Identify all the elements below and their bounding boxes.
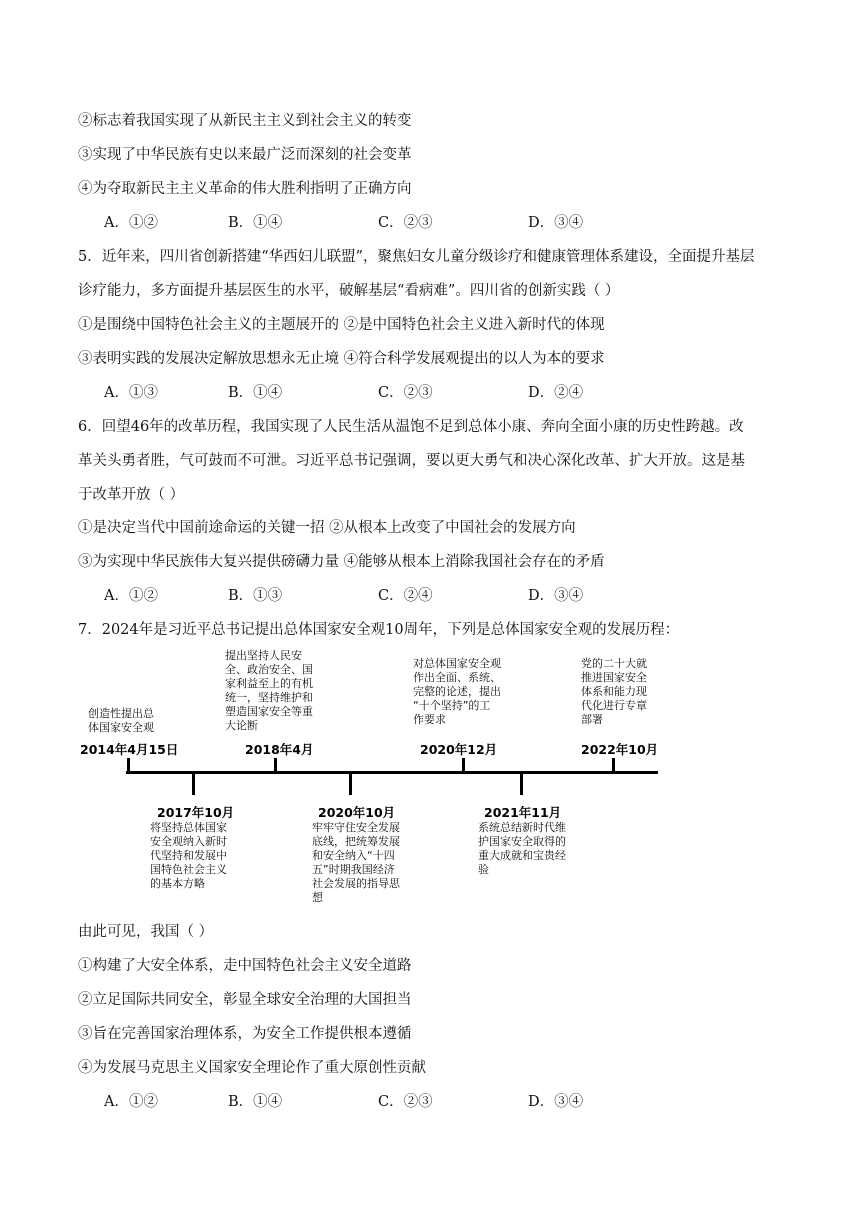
timeline-date-2020-10: 2020年10月 <box>318 805 396 820</box>
timeline-text-2017: 将坚持总体国家 安全观纳入新时 代坚持和发展中 国特色社会主义 的基本方略 <box>150 821 227 890</box>
timeline-text-2014: 创造性提出总 体国家安全观 <box>88 707 154 734</box>
q5-items-row-2: ③表明实践的发展决定解放思想永无止境 ④符合科学发展观提出的以人为本的要求 <box>78 351 605 367</box>
q5-items-row-1: ①是围绕中国特色社会主义的主题展开的 ②是中国特色社会主义进入新时代的体现 <box>78 317 605 333</box>
q7-option-b[interactable]: B．①④ <box>228 1094 283 1110</box>
timeline-text-2018: 提出坚持人民安 全、政治安全、国 家利益至上的有机 统一，坚持维护和 塑造国家安全等重 大论断 <box>225 649 313 732</box>
q4-option-a[interactable]: A．①② <box>104 215 158 231</box>
q4-option-c[interactable]: C．②③ <box>378 215 433 231</box>
timeline-tick-2022 <box>612 758 615 772</box>
q7-after: 由此可见，我国（ ） <box>78 924 214 940</box>
q5-option-c[interactable]: C．②③ <box>378 385 433 401</box>
q6-option-a[interactable]: A．①② <box>104 588 158 604</box>
q6-items-row-1: ①是决定当代中国前途命运的关键一招 ②从根本上改变了中国社会的发展方向 <box>78 520 576 536</box>
timeline-date-2017: 2017年10月 <box>157 805 235 820</box>
q4-item-4: ④为夺取新民主主义革命的伟大胜利指明了正确方向 <box>78 181 412 197</box>
timeline-text-2020-10: 牢牢守住安全发展 底线，把统筹发展 和安全纳入“十四 五”时期我国经济 社会发展的指导思 想 <box>312 821 400 904</box>
q6-stem-line-2: 革关头勇者胜，气可鼓而不可泄。习近平总书记强调，要以更大勇气和决心深化改革、扩大开放。这是基 <box>78 453 745 469</box>
q7-item-3: ③旨在完善国家治理体系，为安全工作提供根本遵循 <box>78 1026 412 1042</box>
timeline-tick-2014 <box>127 758 130 772</box>
q6-option-b[interactable]: B．①③ <box>228 588 283 604</box>
timeline-text-2021: 系统总结新时代维 护国家安全取得的 重大成就和宝贵经 验 <box>478 821 566 876</box>
q5-stem-line-1: 5．近年来，四川省创新搭建“华西妇儿联盟”，聚焦妇女儿童分级诊疗和健康管理体系建设，全面提升基层 <box>78 249 755 265</box>
q6-items-row-2: ③为实现中华民族伟大复兴提供磅礴力量 ④能够从根本上消除我国社会存在的矛盾 <box>78 554 605 570</box>
q6-stem-line-3: 于改革开放（ ） <box>78 487 185 503</box>
q7-option-c[interactable]: C．②③ <box>378 1094 433 1110</box>
timeline-tick-2020-12 <box>462 758 465 772</box>
timeline-date-2018: 2018年4月 <box>245 742 314 757</box>
q6-option-c[interactable]: C．②④ <box>378 588 433 604</box>
q6-stem-line-1: 6．回望46年的改革历程，我国实现了人民生活从温饱不足到总体小康、奔向全面小康的历史性跨越。改 <box>78 419 744 435</box>
q4-item-2: ②标志着我国实现了从新民主主义到社会主义的转变 <box>78 113 412 129</box>
q7-option-a[interactable]: A．①② <box>104 1094 158 1110</box>
security-timeline-figure <box>78 640 678 920</box>
timeline-text-2020-12: 对总体国家安全观 作出全面、系统、 完整的论述，提出 “十个坚持”的工 作要求 <box>413 657 501 726</box>
timeline-date-2022: 2022年10月 <box>581 742 659 757</box>
timeline-text-2022: 党的二十大就 推进国家安全 体系和能力现 代化进行专章 部署 <box>581 657 647 726</box>
q6-option-d[interactable]: D．③④ <box>528 588 584 604</box>
q7-stem: 7．2024年是习近平总书记提出总体国家安全观10周年，下列是总体国家安全观的发展历程： <box>78 622 680 638</box>
timeline-tick-2018 <box>274 758 277 772</box>
timeline-axis <box>126 771 658 774</box>
q4-option-d[interactable]: D．③④ <box>528 215 584 231</box>
timeline-tick-2021 <box>520 773 523 795</box>
timeline-date-2020-12: 2020年12月 <box>420 742 498 757</box>
q5-option-b[interactable]: B．①④ <box>228 385 283 401</box>
timeline-tick-2017 <box>192 773 195 795</box>
q7-item-2: ②立足国际共同安全，彰显全球安全治理的大国担当 <box>78 992 412 1008</box>
q7-option-d[interactable]: D．③④ <box>528 1094 584 1110</box>
q4-option-b[interactable]: B．①④ <box>228 215 283 231</box>
q7-item-4: ④为发展马克思主义国家安全理论作了重大原创性贡献 <box>78 1060 426 1076</box>
q5-option-d[interactable]: D．②④ <box>528 385 584 401</box>
q5-option-a[interactable]: A．①③ <box>104 385 158 401</box>
timeline-tick-2020-10 <box>349 773 352 795</box>
timeline-date-2014: 2014年4月15日 <box>80 742 179 757</box>
q4-item-3: ③实现了中华民族有史以来最广泛而深刻的社会变革 <box>78 147 412 163</box>
q7-item-1: ①构建了大安全体系，走中国特色社会主义安全道路 <box>78 958 412 974</box>
q5-stem-line-2: 诊疗能力，多方面提升基层医生的水平，破解基层“看病难”。四川省的创新实践（ ） <box>78 283 620 299</box>
timeline-date-2021: 2021年11月 <box>484 805 562 820</box>
